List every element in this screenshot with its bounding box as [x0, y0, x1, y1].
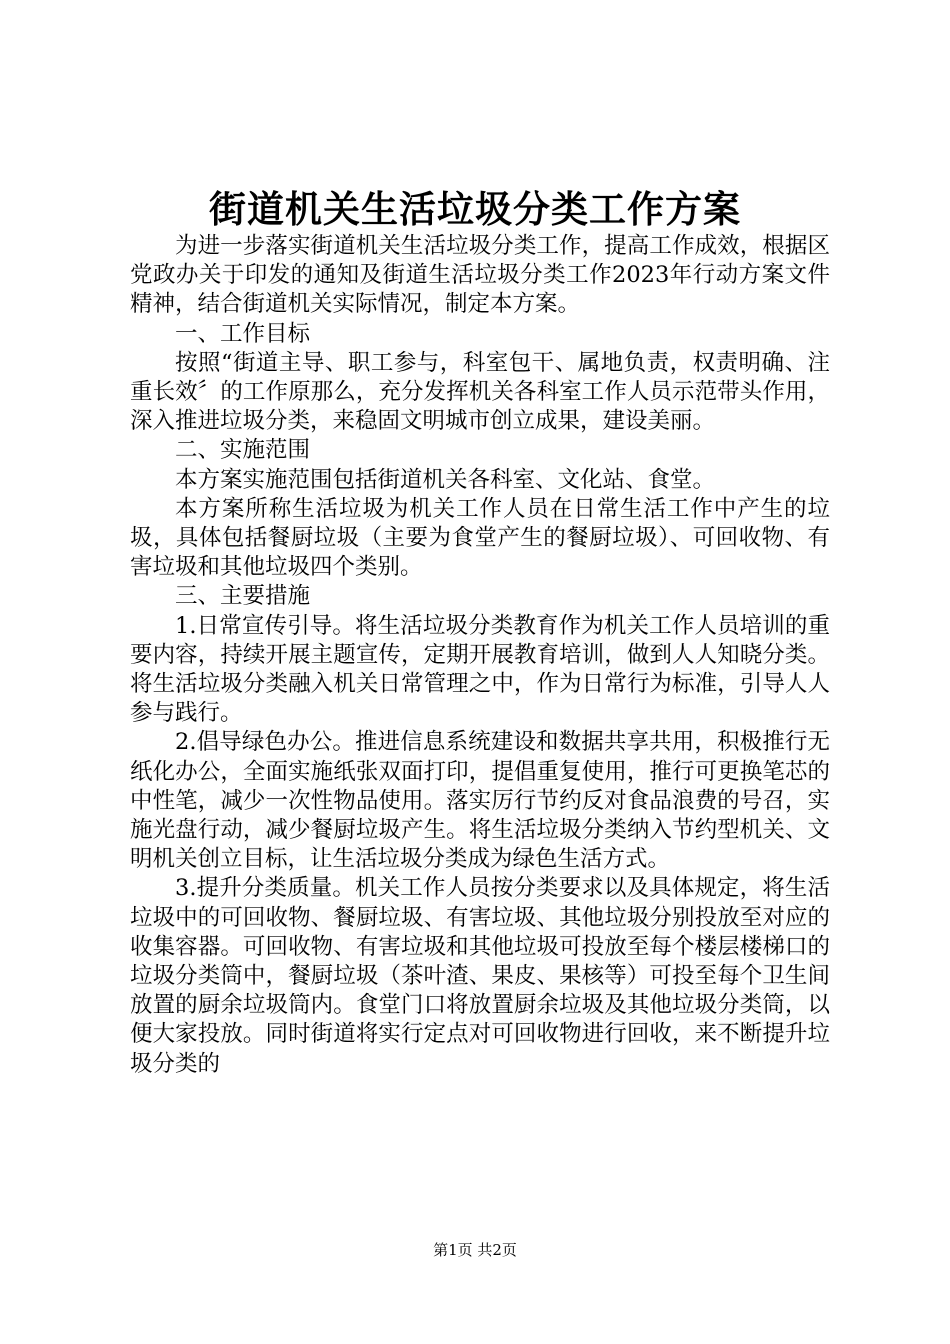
paragraph-measure-3: 3.提升分类质量。机关工作人员按分类要求以及具体规定，将生活垃圾中的可回收物、餐厨垃圾、有害垃圾、其他垃圾分别投放至对应的收集容器。可回收物、有害垃圾和其他垃圾可投放至每个楼层楼梯口的垃圾分类筒中，餐厨垃圾（茶叶渣、果皮、果核等）可投至每个卫生间放置的厨余垃圾筒内。食堂门口将放置厨余垃圾及其他垃圾分类筒，以便大家投放。同时街道将实行定点对可回收物进行回收，来不断提升垃圾分类的	[130, 875, 830, 1077]
section-heading-scope: 二、实施范围	[175, 437, 311, 464]
paragraph-measure-2: 2.倡导绿色办公。推进信息系统建设和数据共享共用，积极推行无纸化办公，全面实施纸张双面打印，提倡重复使用，推行可更换笔芯的中性笔，减少一次性物品使用。落实厉行节约反对食品浪费的号召，实施光盘行动，减少餐厨垃圾产生。将生活垃圾分类纳入节约型机关、文明机关创立目标，让生活垃圾分类成为绿色生活方式。	[130, 729, 830, 873]
paragraph-definition: 本方案所称生活垃圾为机关工作人员在日常生活工作中产生的垃圾，具体包括餐厨垃圾（主要为食堂产生的餐厨垃圾）、可回收物、有害垃圾和其他垃圾四个类别。	[130, 495, 830, 581]
paragraph-goals: 按照“街道主导、职工参与，科室包干、属地负责，权责明确、注重长效〞的工作原那么，充分发挥机关各科室工作人员示范带头作用，深入推进垃圾分类，来稳固文明城市创立成果，建设美丽。	[130, 349, 830, 435]
page-footer: 第1页 共2页	[433, 1241, 517, 1259]
document-body	[130, 232, 830, 1079]
paragraph-intro: 为进一步落实街道机关生活垃圾分类工作，提高工作成效，根据区党政办关于印发的通知及街道生活垃圾分类工作2023年行动方案文件精神，结合街道机关实际情况，制定本方案。	[130, 233, 830, 318]
section-heading-goals: 一、工作目标	[175, 320, 311, 347]
section-heading-measures: 三、主要措施	[175, 583, 311, 610]
paragraph-measure-1: 1.日常宣传引导。将生活垃圾分类教育作为机关工作人员培训的重要内容，持续开展主题宣传，定期开展教育培训，做到人人知晓分类。将生活垃圾分类融入机关日常管理之中，作为日常行为标准，引导人人参与践行。	[130, 612, 830, 727]
paragraph-scope: 本方案实施范围包括街道机关各科室、文化站、食堂。	[175, 466, 716, 493]
document-title: 街道机关生活垃圾分类工作方案	[209, 187, 741, 231]
